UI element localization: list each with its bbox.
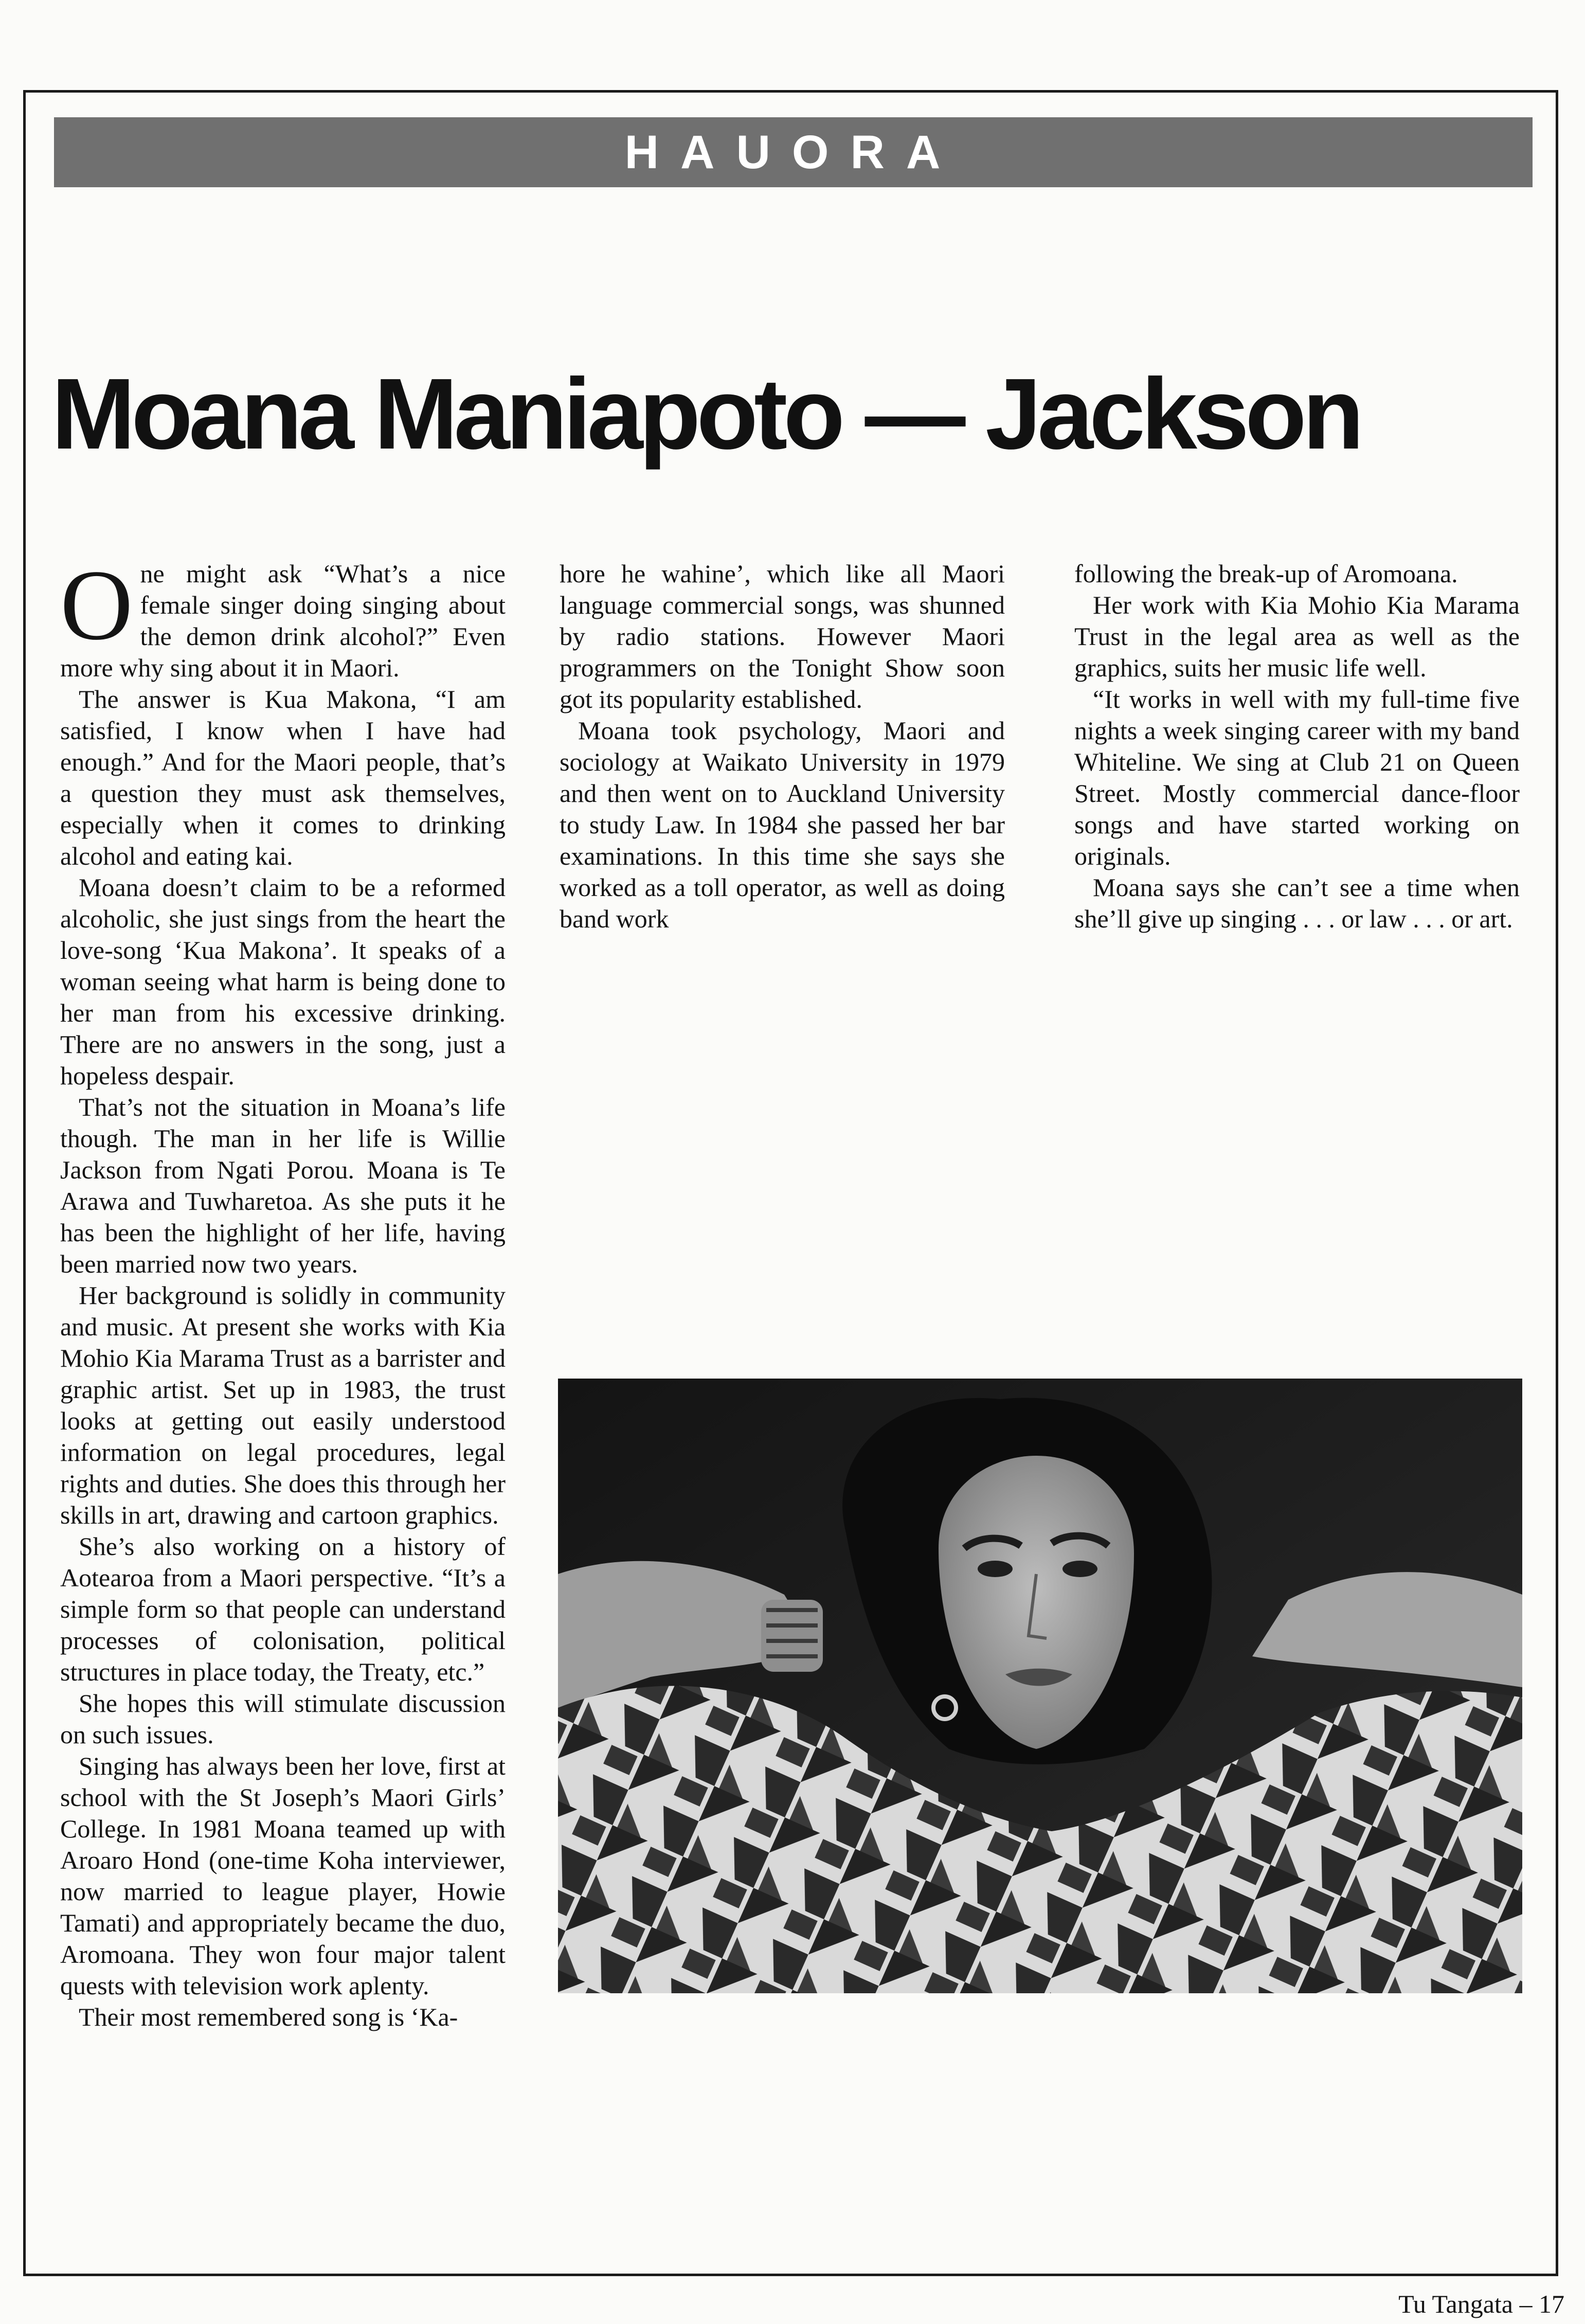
body-paragraph: She’s also working on a history of Aotearoa from a Maori perspective. “It’s a simple form so that people can understand processes of colonisation, political structures in place today, the Treaty, etc.” [60,1532,506,1686]
drop-cap: O [60,549,133,661]
portrait-illustration [558,1379,1522,1993]
text-column-1 [60,549,506,2033]
page-folio: Tu Tangata – 17 [1398,2290,1564,2318]
text-column-2 [560,558,1005,935]
article-headline: Moana Maniapoto — Jackson [51,357,1360,470]
body-paragraph: The answer is Kua Makona, “I am satisfied, I know when I have had enough.” And for the Maori people, that’s a question they must ask themselves, especially when it comes to drinking alcohol and eating kai. [60,685,506,870]
body-paragraph: Moana took psychology, Maori and sociology at Waikato University in 1979 and then went on to Auckland University to study Law. In 1984 she passed her bar examinations. In this time she says she worked as a toll operator, as well as doing band work [560,716,1005,933]
body-paragraph: Moana says she can’t see a time when she’ll give up singing . . . or law . . . or art. [1074,873,1520,933]
body-paragraph: “It works in well with my full-time five nights a week singing career with my band Whiteline. We sing at Club 21 on Queen Street. Mostly commercial dance-floor songs and have started working on originals. [1074,685,1520,870]
paragraph-text: ne might ask “What’s a nice female singer doing singing about the demon drink alcohol?” Even more why sing about it in Maori. [60,559,506,682]
body-paragraph: That’s not the situation in Moana’s life though. The man in her life is Willie Jackson from Ngati Porou. Moana is Te Arawa and Tuwharetoa. As she puts it he has been the highlight of her life, having been married now two years. [60,1093,506,1278]
body-paragraph: Her work with Kia Mohio Kia Marama Trust in the legal area as well as the graphics, suits her music life well. [1074,591,1520,682]
body-paragraph: She hopes this will stimulate discussion on such issues. [60,1689,506,1749]
text-column-3 [1074,558,1520,935]
body-paragraph: Singing has always been her love, first at school with the St Joseph’s Maori Girls’ College. In 1981 Moana teamed up with Aroaro Hond (one-time Koha interviewer, now married to league player, Howie Tamati) and appropriately became the duo, Aromoana. They won four major talent quests with television work aplenty. [60,1751,506,2000]
section-banner: HAUORA [54,117,1533,187]
body-paragraph: following the break-up of Aromoana. [1074,559,1458,588]
body-paragraph: Moana doesn’t claim to be a reformed alcoholic, she just sings from the heart the love-song ‘Kua Makona’. It speaks of a woman seeing what harm is being done to her man from his excessive drinking. There are no answers in the song, just a hopeless despair. [60,873,506,1090]
body-paragraph: Her background is solidly in community and music. At present she works with Kia Mohio Kia Marama Trust as a barrister and graphic artist. Set up in 1983, the trust looks at getting out easily understood information on legal procedures, legal rights and duties. She does this through her skills in art, drawing and cartoon graphics. [60,1281,506,1529]
body-paragraph: hore he wahine’, which like all Maori language commercial songs, was shunned by radio stations. However Maori programmers on the Tonight Show soon got its popularity established. [560,559,1005,713]
body-paragraph: Their most remembered song is ‘Ka- [79,2003,458,2031]
body-paragraph [60,549,506,684]
portrait-photo [558,1379,1522,1993]
